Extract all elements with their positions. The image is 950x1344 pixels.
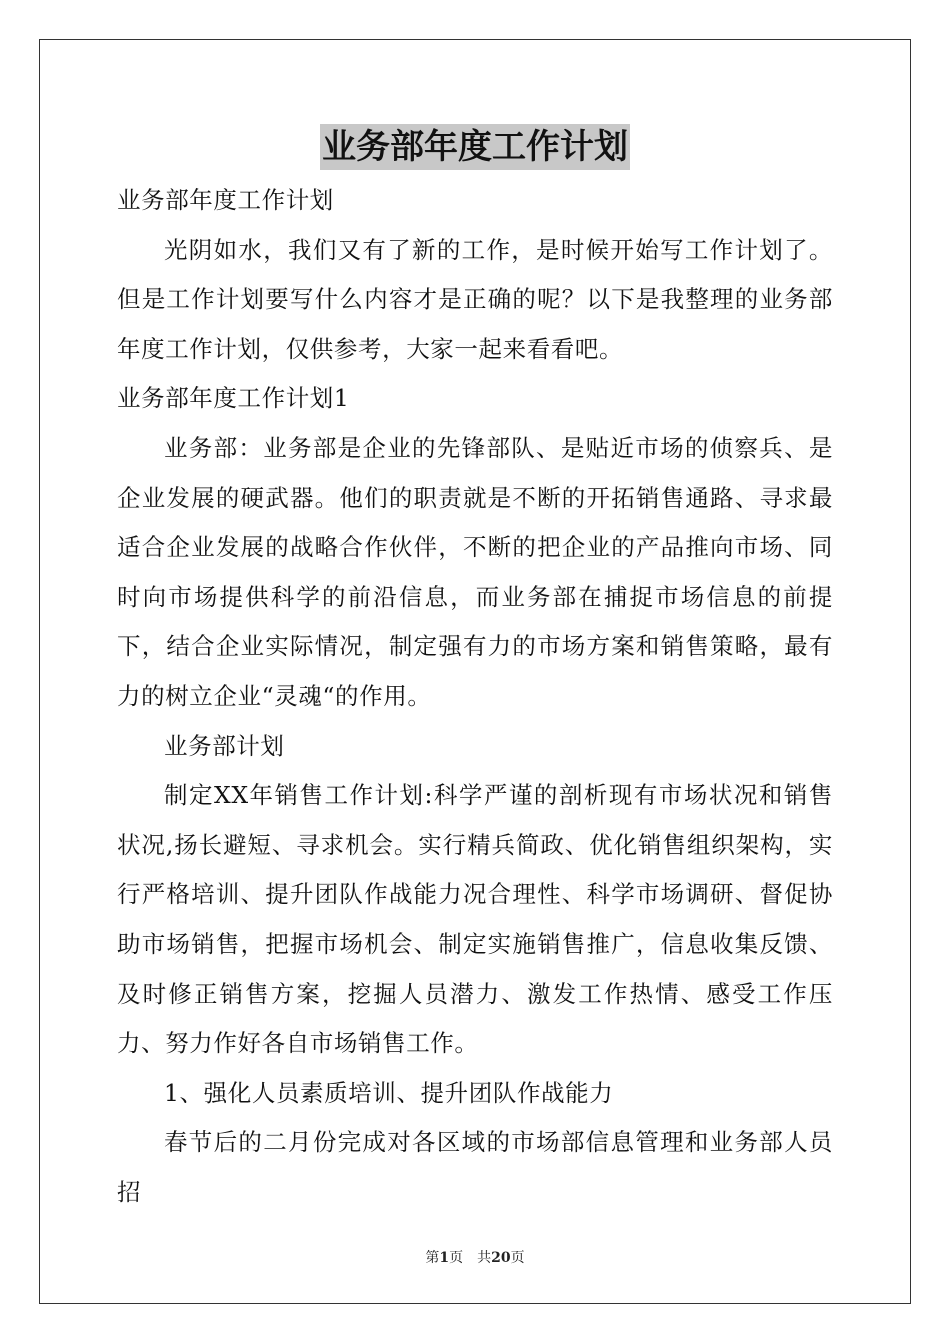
page-footer <box>0 1247 950 1267</box>
title-wrap <box>0 124 950 170</box>
paragraph-business-dept: 业务部：业务部是企业的先锋部队、是贴近市场的侦察兵、是企业发展的硬武器。他们的职责就是不断的开拓销售通路、寻求最适合企业发展的战略合作伙伴，不断的把企业的产品推向市场、同时向市场提供科学的前沿信息，而业务部在捕捉市场信息的前提下，结合企业实际情况，制定强有力的市场方案和销售策略，最有力的树立企业“灵魂“的作用。 <box>117 433 833 710</box>
paragraph-section-heading: 业务部年度工作计划1 <box>117 384 350 413</box>
footer-page-prefix: 第 <box>425 1250 440 1266</box>
paragraph-sales-plan: 制定XX年销售工作计划:科学严谨的剖析现有市场状况和销售状况,扬长避短、寻求机会。实行精兵简政、优化销售组织架构，实行严格培训、提升团队作战能力况合理性、科学市场调研、督促协助市场销售，把握市场机会、制定实施销售推广，信息收集反馈、及时修正销售方案，挖掘人员潜力、激发工作热情、感受工作压力、努力作好各自市场销售工作。 <box>117 781 833 1058</box>
paragraph-intro: 光阴如水，我们又有了新的工作，是时候开始写工作计划了。但是工作计划要写什么内容才是正确的呢？以下是我整理的业务部年度工作计划，仅供参考，大家一起来看看吧。 <box>117 235 833 363</box>
paragraph-item-1-heading: 1、强化人员素质培训、提升团队作战能力 <box>164 1078 614 1107</box>
paragraph-item-1-body: 春节后的二月份完成对各区域的市场部信息管理和业务部人员招 <box>117 1128 833 1206</box>
document-body <box>117 176 833 1217</box>
footer-total-pages: 20 <box>491 1250 511 1266</box>
footer-page-number: 1 <box>439 1250 450 1266</box>
footer-page-mid: 页 共 <box>449 1250 492 1266</box>
document-title: 业务部年度工作计划 <box>320 124 630 170</box>
paragraph-subtitle: 业务部年度工作计划 <box>117 186 334 214</box>
footer-page-suffix: 页 <box>510 1250 525 1266</box>
paragraph-plan-heading: 业务部计划 <box>164 731 285 760</box>
